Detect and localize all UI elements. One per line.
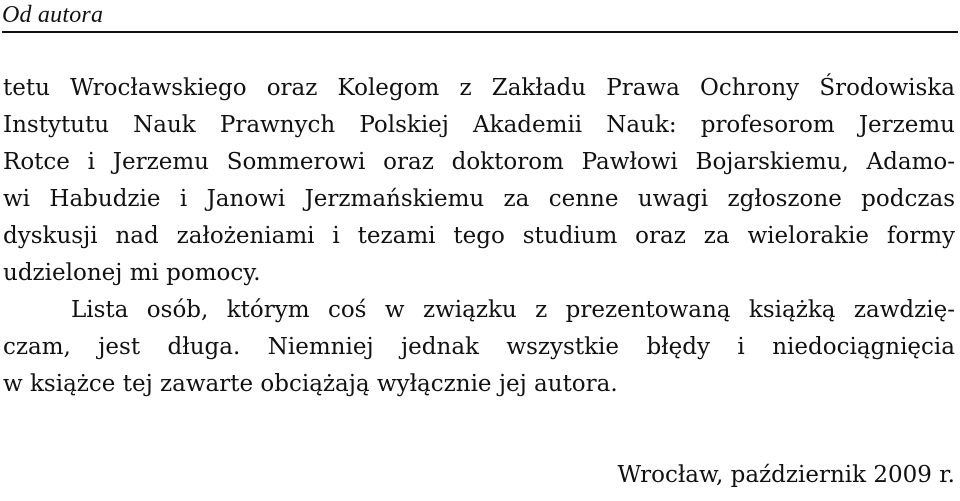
document-body [3, 70, 955, 403]
text-line: w książce tej zawarte obciążają wyłącznie jej autora. [3, 371, 618, 397]
text-line: udzielonej mi pomocy. [3, 260, 261, 286]
page-title: Od autora [2, 2, 104, 28]
text-line: Rotce i Jerzemu Sommerowi oraz doktorom Pawłowi Bojarskiemu, Adamo- [3, 149, 955, 175]
paragraph-first-line: Lista osób, którym coś w związku z prezentowaną książką zawdzię- [71, 297, 955, 323]
signature-line: Wrocław, październik 2009 r. [617, 462, 955, 488]
text-line: czam, jest długa. Niemniej jednak wszystkie błędy i niedociągnięcia [3, 334, 955, 360]
header-divider [2, 31, 958, 33]
text-line: wi Habudzie i Janowi Jerzmańskiemu za cenne uwagi zgłoszone podczas [3, 186, 955, 212]
page-header [2, 0, 958, 34]
text-line: Instytutu Nauk Prawnych Polskiej Akademii Nauk: profesorom Jerzemu [3, 112, 955, 138]
text-line: tetu Wrocławskiego oraz Kolegom z Zakładu Prawa Ochrony Środowiska [3, 75, 955, 101]
text-line: dyskusji nad założeniami i tezami tego studium oraz za wielorakie formy [3, 223, 955, 249]
